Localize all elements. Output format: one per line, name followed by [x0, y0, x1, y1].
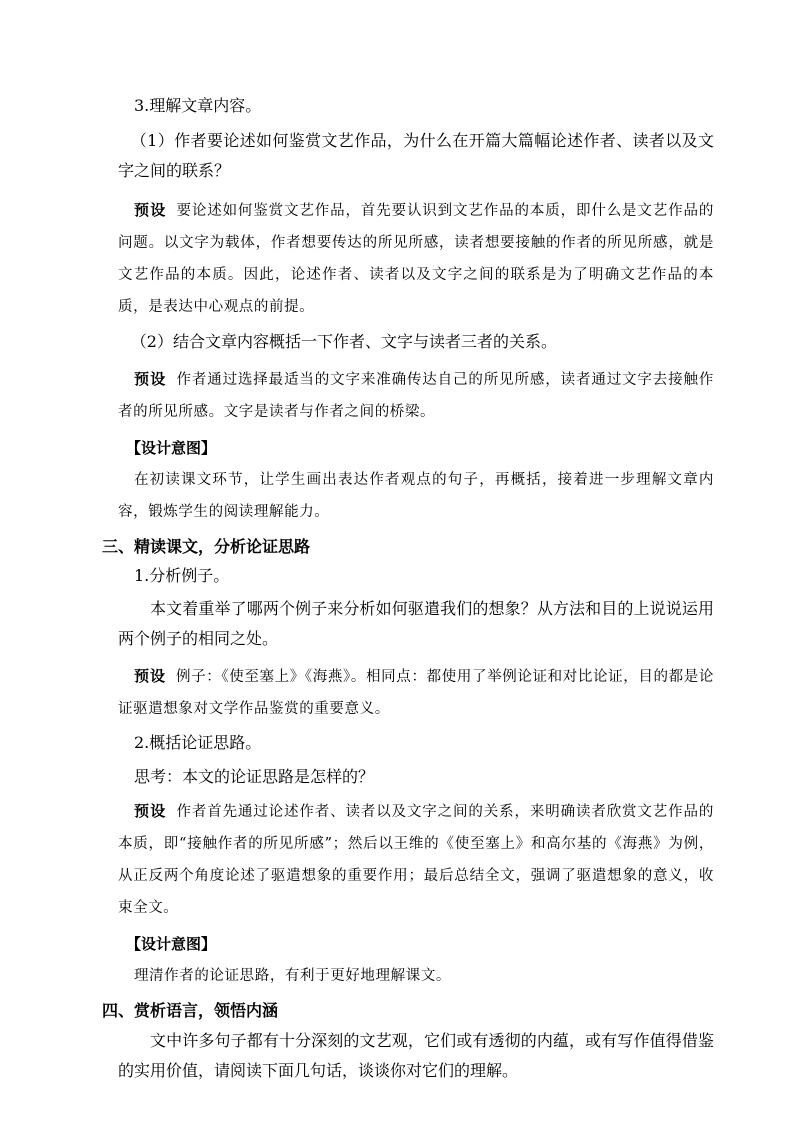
- yushe-label: 预设: [133, 667, 166, 685]
- answer-3: [118, 660, 714, 725]
- answer-2: [118, 363, 714, 428]
- answer-2-text: 作者通过选择最适当的文字来准确传达自己的所见所感，读者通过文字去接触作者的所见所感。文字是读者与作者之间的桥梁。: [118, 372, 714, 420]
- yushe-label: 预设: [133, 802, 167, 820]
- section-4-title: 四、赏析语言，领悟内涵: [102, 1001, 279, 1020]
- answer-4: [118, 795, 714, 924]
- item-2-heading: 2.概括论证思路。: [134, 733, 262, 752]
- section-3-title: 三、精读课文，分析论证思路: [102, 537, 311, 556]
- document-page: [102, 92, 714, 1092]
- yushe-label: 预设: [133, 370, 167, 388]
- question-2: （2）结合文章内容概括一下作者、文字与读者三者的关系。: [130, 332, 557, 351]
- answer-1: [118, 194, 714, 323]
- answer-4-text: 作者首先通过论述作者、读者以及文字之间的关系，来明确读者欣赏文艺作品的本质，即“接触作者的所见所感”；然后以王维的《使至塞上》和高尔基的《海燕》为例，从正反两个角度论述了驱遣想象的重要作用；最后总结全文，强调了驱遣想象的意义，收束全文。: [118, 804, 714, 916]
- item-3-heading: 3.理解文章内容。: [134, 96, 262, 115]
- answer-3-text: 例子：《使至塞上》《海燕》。相同点：都使用了举例论证和对比论证，目的都是论证驱遣想象对文学作品鉴赏的重要意义。: [118, 669, 714, 717]
- closing-paragraph: 文中许多句子都有十分深刻的文艺观，它们或有透彻的内蕴，或有写作值得借鉴的实用价值，请阅读下面几句话，谈谈你对它们的理解。: [118, 1031, 714, 1080]
- design-intent-heading-2: 【设计意图】: [126, 935, 217, 953]
- think-question: 思考：本文的论证思路是怎样的？: [134, 767, 375, 786]
- design-intent-heading: 【设计意图】: [126, 439, 217, 457]
- design-intent-1: 在初读课文环节，让学生画出表达作者观点的句子，再概括，接着进一步理解文章内容，锻炼学生的阅读理解能力。: [118, 472, 714, 520]
- question-3: 本文着重举了哪两个例子来分析如何驱遣我们的想象？从方法和目的上说说运用两个例子的相同之处。: [118, 599, 714, 648]
- yushe-label: 预设: [133, 201, 167, 219]
- item-1-heading: 1.分析例子。: [134, 566, 230, 585]
- design-intent-2: 理清作者的论证思路，有利于更好地理解课文。: [133, 968, 452, 984]
- question-1: （1）作者要论述如何鉴赏文艺作品，为什么在开篇大篇幅论述作者、读者以及文字之间的联系？: [118, 131, 714, 180]
- answer-1-text: 要论述如何鉴赏文艺作品，首先要认识到文艺作品的本质，即什么是文艺作品的问题。以文字为载体，作者想要传达的所见所感，读者想要接触的作者的所见所感，就是文艺作品的本质。因此，论述作者、读者以及文字之间的联系是为了明确文艺作品的本质，是表达中心观点的前提。: [118, 203, 714, 315]
